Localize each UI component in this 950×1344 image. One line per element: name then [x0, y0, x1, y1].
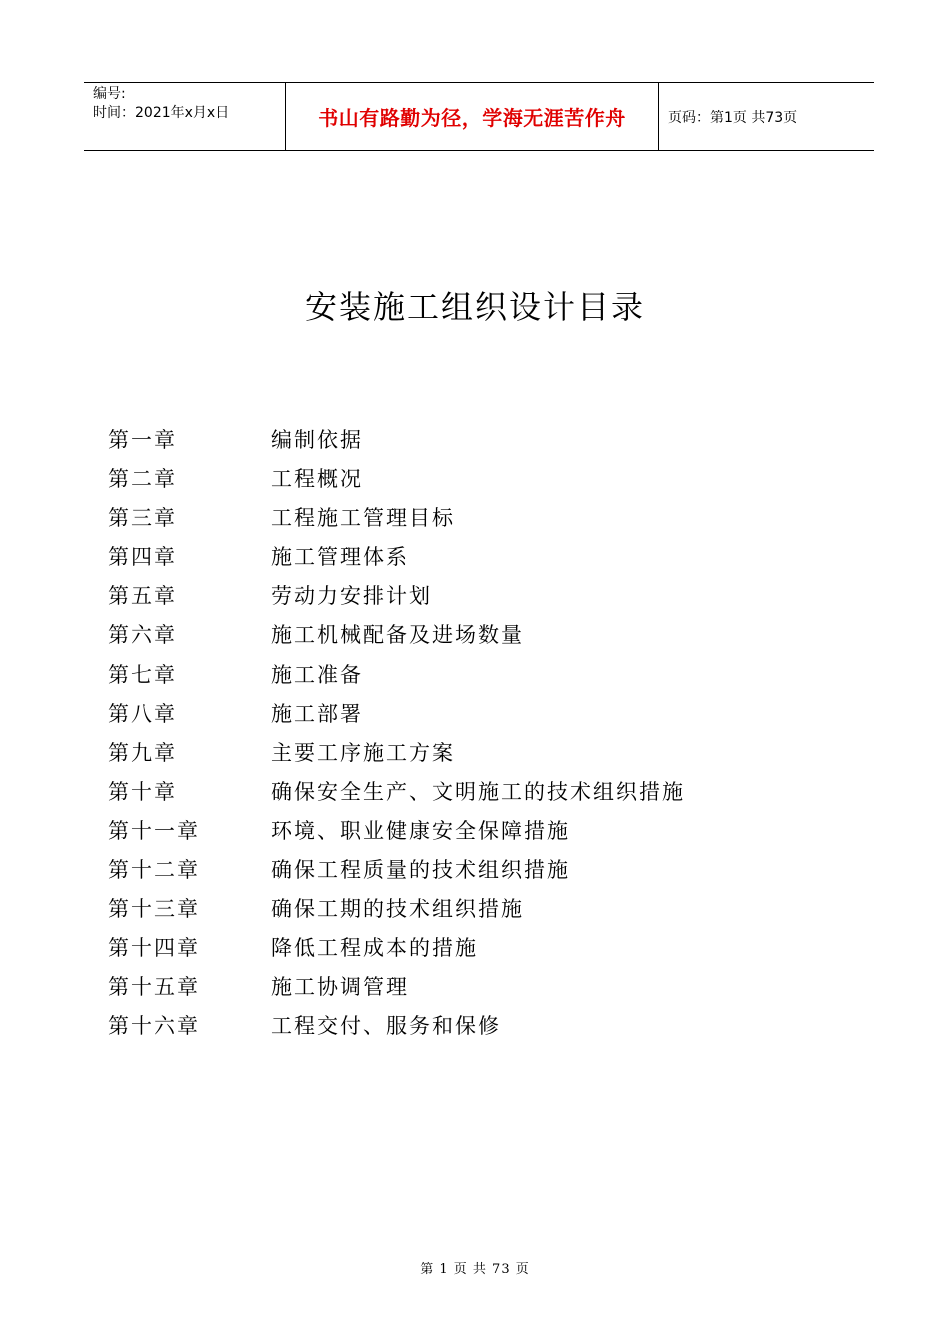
toc-chapter-number: 第二章 — [108, 467, 177, 492]
toc-chapter-title: 工程施工管理目标 — [271, 506, 455, 531]
toc-entry[interactable] — [108, 499, 685, 538]
page-footer: 第 1 页 共 73 页 — [420, 1262, 530, 1277]
toc-chapter-title: 降低工程成本的措施 — [271, 936, 478, 961]
toc-entry[interactable] — [108, 773, 685, 812]
toc-chapter-number: 第十一章 — [108, 818, 200, 843]
header-motto-cell — [286, 83, 659, 150]
toc-chapter-number: 第十六章 — [108, 1014, 200, 1039]
toc-chapter-title: 施工准备 — [271, 662, 363, 687]
toc-chapter-title: 劳动力安排计划 — [271, 584, 432, 609]
toc-chapter-number: 第八章 — [108, 701, 177, 726]
toc-entry[interactable] — [108, 616, 685, 655]
toc-chapter-title: 施工机械配备及进场数量 — [271, 623, 524, 648]
toc-chapter-number: 第六章 — [108, 623, 177, 648]
toc-chapter-title: 编制依据 — [271, 428, 363, 452]
toc-chapter-number: 第十四章 — [108, 936, 200, 961]
header-info-cell — [84, 83, 286, 150]
toc-chapter-number: 第十章 — [108, 779, 177, 804]
toc-chapter-number: 第十二章 — [108, 858, 200, 883]
header-page-cell — [659, 83, 874, 150]
toc-chapter-number: 第七章 — [108, 662, 177, 687]
toc-entry[interactable] — [108, 656, 685, 695]
toc-chapter-title: 确保工程质量的技术组织措施 — [271, 858, 570, 883]
toc-chapter-number: 第四章 — [108, 545, 177, 570]
toc-chapter-title: 工程概况 — [271, 467, 363, 492]
toc-chapter-title: 主要工序施工方案 — [271, 740, 455, 765]
toc-chapter-number: 第一章 — [108, 428, 177, 452]
header-motto: 书山有路勤为径，学海无涯苦作舟 — [318, 106, 626, 130]
toc-chapter-number: 第十五章 — [108, 975, 200, 1000]
page-header — [84, 82, 874, 151]
table-of-contents — [108, 421, 685, 1047]
toc-entry[interactable] — [108, 421, 685, 460]
toc-chapter-title: 环境、职业健康安全保障措施 — [271, 818, 570, 843]
toc-chapter-number: 第三章 — [108, 506, 177, 531]
document-title: 安装施工组织设计目录 — [304, 288, 645, 326]
toc-chapter-title: 确保工期的技术组织措施 — [271, 897, 524, 922]
document-time-label: 时间：2021年x月x日 — [93, 105, 230, 121]
toc-entry[interactable] — [108, 695, 685, 734]
header-page-info: 页码：第1页 共73页 — [668, 109, 798, 126]
toc-entry[interactable] — [108, 460, 685, 499]
toc-entry[interactable] — [108, 538, 685, 577]
document-number-label: 编号: — [93, 86, 126, 102]
toc-chapter-title: 施工管理体系 — [271, 545, 409, 570]
toc-entry[interactable] — [108, 890, 685, 929]
toc-entry[interactable] — [108, 734, 685, 773]
toc-chapter-title: 施工协调管理 — [271, 975, 409, 1000]
toc-entry[interactable] — [108, 577, 685, 616]
toc-chapter-number: 第十三章 — [108, 897, 200, 922]
toc-chapter-title: 施工部署 — [271, 701, 363, 726]
toc-entry[interactable] — [108, 1007, 685, 1046]
toc-entry[interactable] — [108, 968, 685, 1007]
toc-entry[interactable] — [108, 851, 685, 890]
toc-entry[interactable] — [108, 812, 685, 851]
toc-chapter-title: 工程交付、服务和保修 — [271, 1014, 501, 1039]
toc-entry[interactable] — [108, 929, 685, 968]
toc-chapter-number: 第九章 — [108, 740, 177, 765]
toc-chapter-number: 第五章 — [108, 584, 177, 609]
toc-chapter-title: 确保安全生产、文明施工的技术组织措施 — [271, 779, 685, 804]
